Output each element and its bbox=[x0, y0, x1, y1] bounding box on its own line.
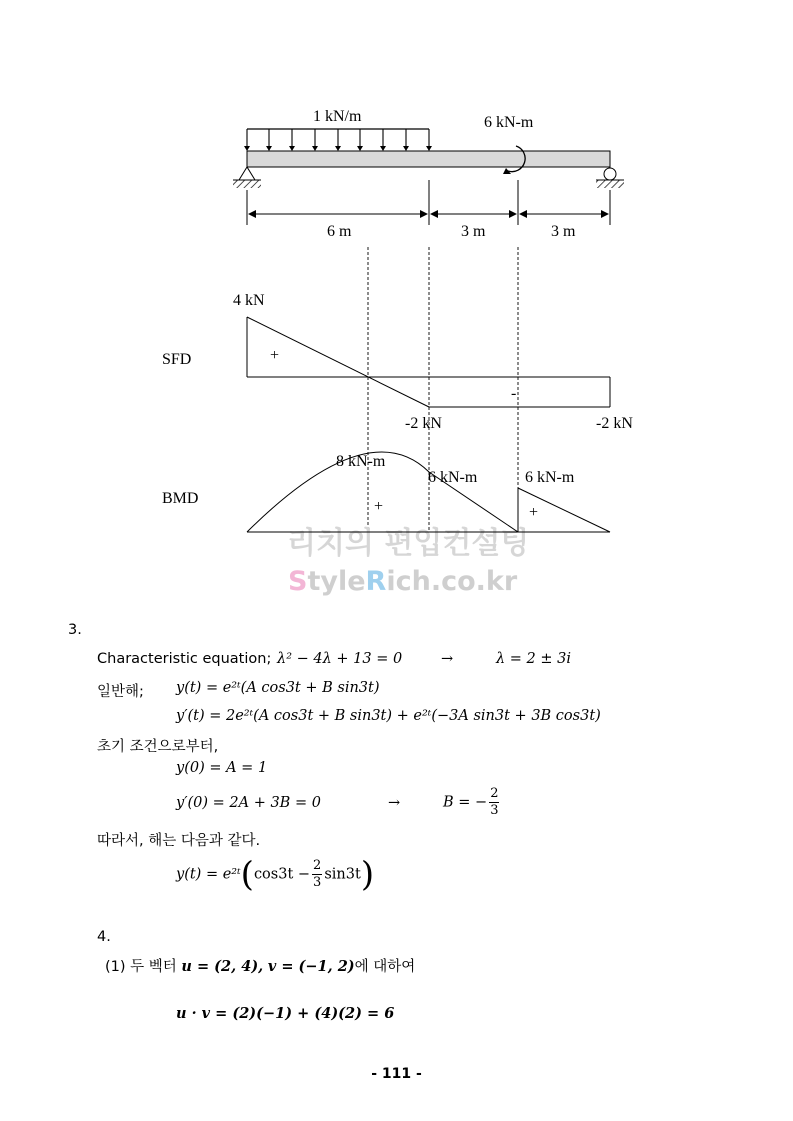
bmd-peak-label: 8 kN-m bbox=[336, 453, 386, 470]
roots: λ = 2 ± 3i bbox=[496, 651, 572, 667]
right-paren: ) bbox=[360, 854, 375, 895]
problem-3-number: 3. bbox=[68, 622, 82, 638]
bmd-mid-label: 6 kN-m bbox=[428, 469, 478, 486]
u-definition: u = (2, 4), bbox=[181, 958, 264, 975]
final-fraction bbox=[312, 858, 322, 891]
beam bbox=[247, 151, 610, 167]
general-solution-eq: y(t) = e²ᵗ(A cos3t + B sin3t) bbox=[176, 680, 380, 696]
final-solution bbox=[176, 854, 375, 895]
sfd-label-mid: -2 kN bbox=[405, 415, 442, 432]
b-numerator: 2 bbox=[490, 786, 499, 801]
watermark-korean: 리치의 편입컨설팅 bbox=[287, 526, 530, 561]
initial-yp0-eq: y′(0) = 2A + 3B = 0 bbox=[176, 795, 321, 811]
dot-product-eq: u · v = (2)(−1) + (4)(2) = 6 bbox=[176, 1005, 395, 1022]
bmd-right-label: 6 kN-m bbox=[525, 469, 575, 486]
watermark-site-tyle: tyle bbox=[307, 566, 366, 597]
part1-line bbox=[105, 955, 415, 976]
sfd-plus-sign: + bbox=[270, 347, 280, 364]
final-solution-cos: cos3t − bbox=[253, 866, 311, 883]
therefore-label: 따라서, 해는 다음과 같다. bbox=[97, 833, 261, 849]
sfd-max-label: 4 kN bbox=[233, 292, 265, 309]
dim-label-3m-a: 3 m bbox=[461, 223, 486, 240]
general-solution-label: 일반해; bbox=[97, 684, 144, 700]
final-numerator: 2 bbox=[313, 858, 322, 873]
bmd-diagram bbox=[247, 452, 610, 532]
pin-support bbox=[233, 167, 261, 188]
dimension-lines bbox=[247, 180, 610, 225]
sfd-diagram bbox=[247, 317, 610, 407]
arrow-1: → bbox=[441, 651, 454, 667]
b-denominator: 3 bbox=[490, 803, 499, 818]
load-label: 1 kN/m bbox=[313, 108, 362, 125]
part1-prefix: (1) 두 벡터 bbox=[105, 959, 177, 975]
final-solution-lhs: y(t) = e²ᵗ bbox=[176, 866, 241, 883]
final-denominator: 3 bbox=[313, 875, 322, 890]
watermark-site-r: R bbox=[365, 566, 387, 597]
dim-label-3m-b: 3 m bbox=[551, 223, 576, 240]
watermark-site bbox=[288, 566, 518, 597]
arrow-2: → bbox=[388, 795, 401, 811]
initial-conditions-label: 초기 조건으로부터, bbox=[97, 739, 219, 755]
sfd-minus-sign: - bbox=[511, 385, 517, 402]
b-fraction bbox=[489, 786, 499, 819]
problem-4-number: 4. bbox=[97, 929, 111, 945]
moment-label: 6 kN-m bbox=[484, 114, 534, 131]
watermark-site-s: S bbox=[288, 566, 308, 597]
dim-label-6m: 6 m bbox=[327, 223, 352, 240]
char-eq: λ² − 4λ + 13 = 0 bbox=[277, 651, 403, 667]
distributed-load bbox=[244, 129, 432, 151]
watermark-site-domain: .co.kr bbox=[430, 566, 518, 597]
initial-y0-eq: y(0) = A = 1 bbox=[176, 760, 268, 776]
derivative-eq: y′(t) = 2e²ᵗ(A cos3t + B sin3t) + e²ᵗ(−3A sin3t + 3B cos3t) bbox=[176, 708, 601, 724]
watermark-site-ich: ich bbox=[386, 566, 431, 597]
v-definition: v = (−1, 2) bbox=[267, 958, 355, 975]
b-value bbox=[443, 786, 501, 819]
char-eq-label: Characteristic equation; bbox=[97, 651, 272, 667]
part1-suffix: 에 대하여 bbox=[354, 959, 416, 975]
left-paren: ( bbox=[240, 854, 254, 895]
b-value-lhs: B = − bbox=[443, 794, 488, 811]
bmd-plus-sign-2: + bbox=[529, 504, 539, 521]
roller-support bbox=[596, 168, 624, 188]
sfd-title: SFD bbox=[162, 351, 192, 368]
page-number: - 111 - bbox=[371, 1066, 422, 1082]
final-solution-sin: sin3t bbox=[324, 866, 361, 883]
bmd-title: BMD bbox=[162, 490, 199, 507]
sfd-label-right: -2 kN bbox=[596, 415, 633, 432]
bmd-plus-sign-1: + bbox=[374, 498, 384, 515]
